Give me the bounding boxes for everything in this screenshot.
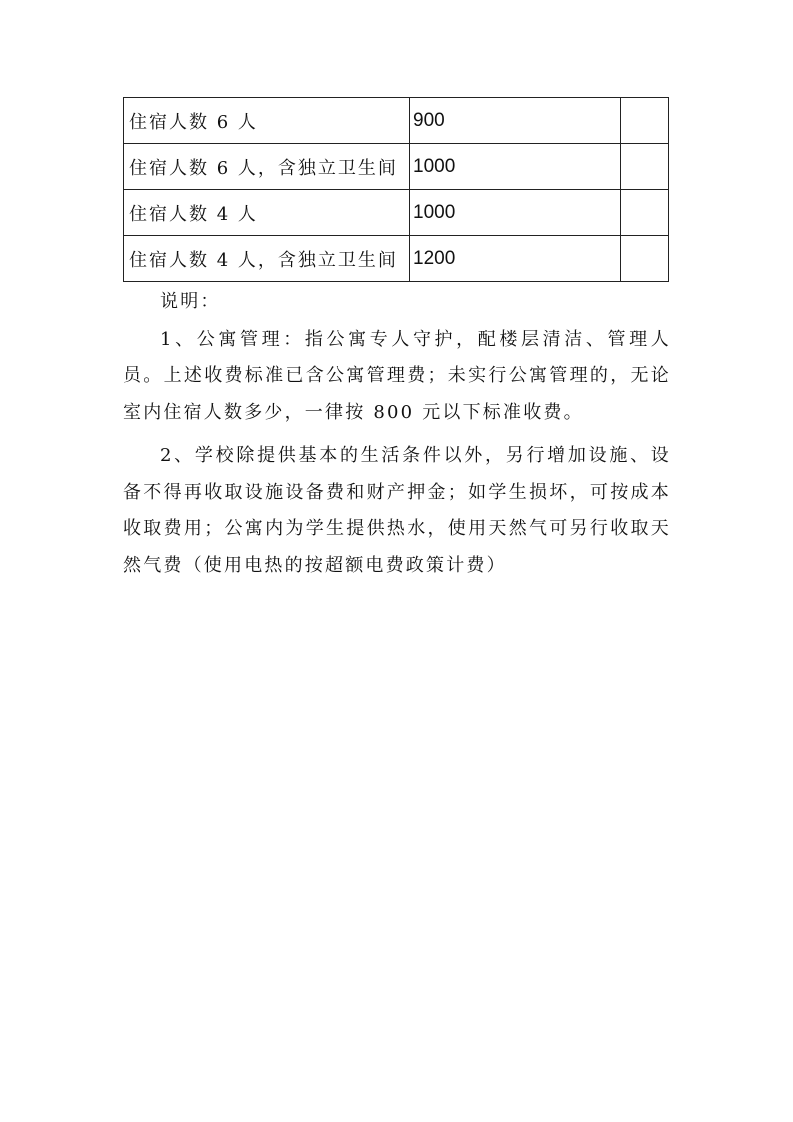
fee-cell: 1000 bbox=[410, 190, 621, 236]
notes-section bbox=[123, 284, 671, 591]
fee-cell: 1000 bbox=[410, 144, 621, 190]
note-cell bbox=[621, 144, 669, 190]
fee-cell: 900 bbox=[410, 98, 621, 144]
table-row bbox=[124, 190, 669, 236]
room-type-cell: 住宿人数 6 人，含独立卫生间 bbox=[124, 144, 410, 190]
note-item-facilities: 2、学校除提供基本的生活条件以外，另行增加设施、设备不得再收取设施设备费和财产押金；如学生损坏，可按成本收取费用；公寓内为学生提供热水，使用天然气可另行收取天然气费（使用电热的按超额电费政策计费） bbox=[123, 445, 671, 576]
room-type-cell: 住宿人数 4 人，含独立卫生间 bbox=[124, 236, 410, 282]
note-item-apartment-management: 1、公寓管理：指公寓专人守护，配楼层清洁、管理人员。上述收费标准已含公寓管理费；未实行公寓管理的，无论室内住宿人数多少，一律按 800 元以下标准收费。 bbox=[123, 328, 671, 423]
fee-cell: 1200 bbox=[410, 236, 621, 282]
notes-heading: 说明： bbox=[160, 291, 221, 312]
table-row bbox=[124, 144, 669, 190]
room-type-cell: 住宿人数 4 人 bbox=[124, 190, 410, 236]
note-cell bbox=[621, 236, 669, 282]
room-type-cell: 住宿人数 6 人 bbox=[124, 98, 410, 144]
note-cell bbox=[621, 190, 669, 236]
dormitory-fee-table bbox=[123, 97, 669, 282]
table-row bbox=[124, 98, 669, 144]
table-row bbox=[124, 236, 669, 282]
note-cell bbox=[621, 98, 669, 144]
